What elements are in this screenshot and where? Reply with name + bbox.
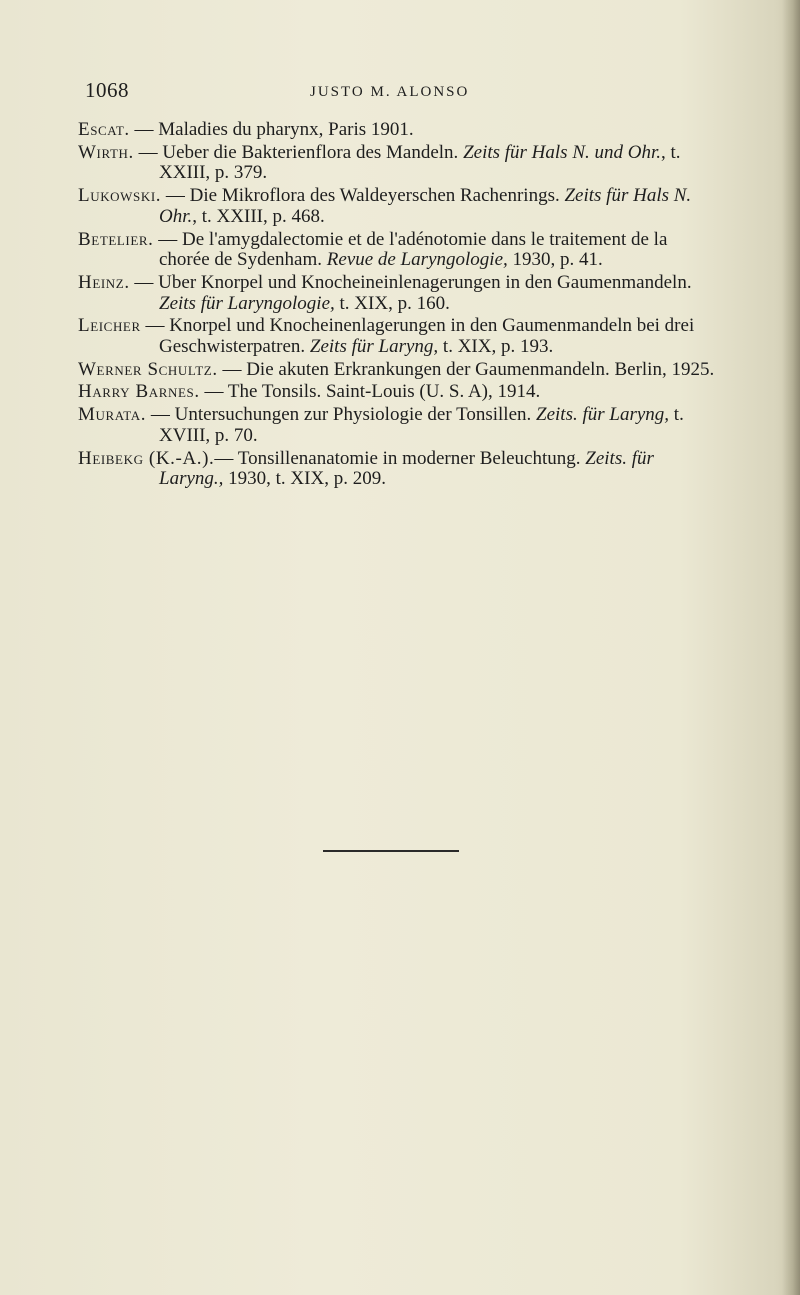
- section-end-rule: [323, 850, 459, 852]
- reference-list: [78, 120, 718, 492]
- reference-author: Harry Barnes.: [78, 381, 200, 403]
- reference-item: [78, 405, 718, 446]
- reference-text: Knorpel und Knocheinenlagerungen in den Gaumenmandeln bei drei Geschwisterpatren.: [159, 315, 695, 358]
- reference-author: Lukowski.: [78, 185, 162, 207]
- reference-details: t. XIX, p. 193.: [438, 336, 554, 358]
- reference-text: Uber Knorpel und Knocheineinlenagerungen in den Gaumenmandeln.: [158, 271, 692, 293]
- reference-separator: —: [217, 358, 247, 380]
- page-number: 1068: [85, 78, 129, 102]
- reference-separator: —: [129, 271, 159, 293]
- reference-item: [78, 273, 718, 314]
- reference-details: 1930, p. 41.: [507, 249, 603, 271]
- reference-text: Ueber die Bakterienflora des Mandeln.: [162, 141, 464, 163]
- reference-separator: —: [199, 381, 228, 403]
- reference-author: Heinz.: [78, 271, 130, 293]
- reference-journal: Zeits für Laryng,: [309, 336, 439, 358]
- reference-item: [78, 186, 718, 227]
- reference-text: Tonsillenanatomie in moderner Beleuchtung.: [237, 447, 586, 469]
- reference-text: Maladies du pharynx, Paris 1901.: [158, 119, 414, 140]
- reference-separator: —: [146, 404, 175, 426]
- reference-text: Untersuchungen zur Physiologie der Tonsillen.: [174, 404, 537, 426]
- reference-item: [78, 449, 718, 490]
- reference-text: The Tonsils. Saint-Louis (U. S. A), 1914.: [227, 381, 541, 403]
- reference-item: [78, 143, 718, 184]
- reference-journal: Zeits für Hals N. Ohr.: [159, 185, 692, 227]
- reference-separator: —: [133, 141, 163, 163]
- reference-journal: Zeits für Hals N. und Ohr.: [463, 141, 662, 163]
- reference-item: [78, 230, 718, 271]
- reference-text: De l'amygdalectomie et de l'adénotomie dans le traitement de la chorée de Sydenham.: [159, 228, 668, 271]
- running-head: JUSTO M. ALONSO: [310, 84, 470, 100]
- reference-details: t. XVIII, p. 70.: [159, 404, 684, 446]
- reference-details: , t. XXIII, p. 468.: [192, 205, 325, 227]
- reference-separator: —: [161, 185, 190, 207]
- page-header: [85, 78, 715, 108]
- reference-author: Leicher: [78, 315, 141, 337]
- reference-item: [78, 316, 718, 357]
- reference-item: [78, 360, 718, 381]
- reference-journal: Zeits. für Laryng.,: [159, 447, 654, 490]
- reference-author: Werner Schultz.: [78, 358, 218, 380]
- reference-details: , t. XXIII, p. 379.: [159, 141, 681, 184]
- reference-author: Betelier.: [78, 228, 154, 250]
- reference-journal: Revue de Laryngologie,: [326, 249, 508, 271]
- reference-separator: —: [129, 119, 159, 140]
- reference-author: Wirth.: [78, 141, 134, 163]
- reference-author: Escat.: [78, 119, 130, 140]
- reference-author: Murata.: [78, 404, 147, 426]
- reference-journal: Zeits. für Laryng,: [536, 404, 670, 426]
- reference-details: t. XIX, p. 160.: [334, 292, 450, 314]
- reference-separator: —: [214, 447, 238, 469]
- reference-text: Die Mikroflora des Waldeyerschen Rachenrings.: [189, 185, 565, 207]
- reference-item: [78, 382, 718, 403]
- reference-text: Die akuten Erkrankungen der Gaumenmandeln. Berlin, 1925.: [246, 358, 715, 380]
- reference-separator: —: [140, 315, 170, 337]
- reference-separator: —: [153, 228, 183, 250]
- reference-item: [78, 120, 718, 141]
- page-edge-shadow: [782, 0, 800, 1295]
- reference-details: 1930, t. XIX, p. 209.: [223, 468, 386, 490]
- reference-journal: Zeits für Laryngologie,: [159, 292, 335, 314]
- reference-author: Heibekg (K.-A.).: [78, 447, 215, 469]
